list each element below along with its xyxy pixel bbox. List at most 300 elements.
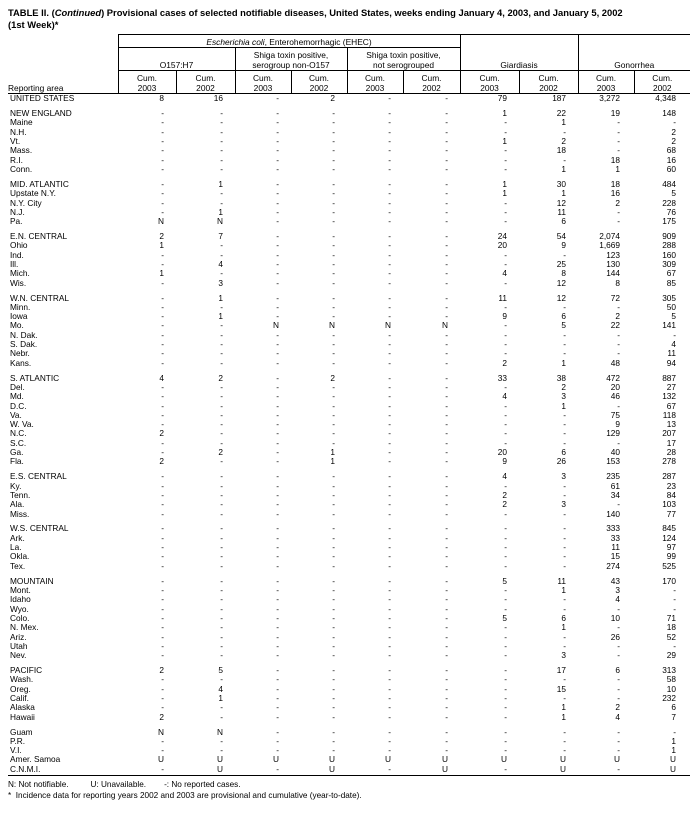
- row-cell: -: [563, 745, 567, 756]
- row-cell: -: [276, 763, 279, 774]
- row-cell: 11: [498, 292, 508, 303]
- row-cell: -: [388, 277, 391, 288]
- row-area-label: MID. ATLANTIC: [10, 178, 69, 189]
- row-cell: -: [332, 726, 335, 737]
- row-cell: -: [332, 329, 335, 340]
- row-cell: -: [332, 268, 335, 279]
- row-cell: 16: [666, 154, 677, 165]
- table-row: [8, 312, 690, 321]
- row-cell: -: [617, 726, 621, 737]
- year-label: 2003: [596, 82, 616, 93]
- row-area-label: La.: [10, 542, 22, 553]
- row-cell: -: [332, 249, 335, 260]
- row-cell: -: [276, 117, 279, 128]
- row-cell: 1: [330, 456, 335, 467]
- row-cell: 97: [666, 542, 677, 553]
- row-cell: -: [276, 206, 279, 217]
- row-cell: U: [385, 754, 391, 765]
- row-cell: -: [276, 456, 279, 467]
- row-cell: -: [563, 348, 567, 359]
- row-cell: -: [388, 711, 391, 722]
- row-cell: 9: [615, 419, 621, 430]
- row-cell: -: [563, 419, 567, 430]
- row-cell: -: [276, 372, 279, 383]
- row-area-label: Okla.: [10, 551, 30, 562]
- row-cell: N: [158, 726, 164, 737]
- row-cell: -: [161, 551, 164, 562]
- row-cell: -: [332, 480, 335, 491]
- year-label: 2002: [652, 82, 672, 93]
- row-cell: -: [563, 508, 567, 519]
- table-row: [8, 279, 690, 288]
- row-cell: -: [161, 603, 164, 614]
- row-area-label: MOUNTAIN: [10, 575, 54, 586]
- row-cell: 5: [671, 311, 677, 322]
- row-cell: -: [504, 735, 508, 746]
- row-cell: -: [161, 622, 164, 633]
- row-cell: 2: [561, 136, 567, 147]
- row-cell: -: [563, 532, 567, 543]
- row-cell: 3,272: [599, 93, 621, 104]
- row-cell: -: [332, 409, 335, 420]
- row-cell: -: [388, 622, 391, 633]
- row-cell: -: [445, 292, 449, 303]
- row-area-label: Conn.: [10, 163, 33, 174]
- row-cell: -: [332, 631, 335, 642]
- row-cell: 15: [610, 551, 621, 562]
- row-cell: -: [220, 640, 223, 651]
- row-cell: -: [276, 640, 279, 651]
- row-cell: -: [332, 745, 335, 756]
- row-cell: -: [673, 329, 677, 340]
- row-cell: -: [220, 339, 223, 350]
- row-cell: -: [161, 640, 164, 651]
- row-cell: -: [388, 551, 391, 562]
- row-cell: 33: [610, 532, 621, 543]
- table-row: [8, 448, 690, 457]
- row-cell: 1: [159, 268, 164, 279]
- row-cell: -: [332, 163, 335, 174]
- table-row: [8, 510, 690, 519]
- row-cell: 4: [502, 268, 508, 279]
- table-row: [8, 491, 690, 500]
- row-cell: -: [276, 329, 279, 340]
- row-cell: 1: [561, 711, 567, 722]
- row-cell: -: [220, 437, 223, 448]
- row-cell: -: [220, 197, 223, 208]
- table-row: [8, 374, 690, 383]
- row-cell: -: [445, 499, 449, 510]
- row-area-label: Miss.: [10, 508, 30, 519]
- table-row: [8, 472, 690, 481]
- row-cell: -: [388, 489, 391, 500]
- row-area-label: N.J.: [10, 206, 25, 217]
- row-cell: -: [161, 108, 164, 119]
- row-cell: -: [617, 763, 621, 774]
- row-cell: 3: [561, 499, 567, 510]
- row-cell: 29: [666, 650, 677, 661]
- row-cell: -: [332, 258, 335, 269]
- row-cell: 38: [556, 372, 567, 383]
- row-cell: -: [220, 711, 223, 722]
- row-cell: -: [161, 145, 164, 156]
- row-cell: U: [670, 763, 677, 774]
- title-line2: (1st Week)*: [8, 18, 59, 30]
- row-cell: -: [445, 301, 449, 312]
- row-cell: -: [276, 216, 279, 227]
- row-cell: -: [563, 692, 567, 703]
- row-cell: -: [332, 240, 335, 251]
- header-group-giardiasis: Giardiasis: [460, 48, 578, 71]
- row-cell: -: [276, 575, 279, 586]
- row-cell: -: [332, 650, 335, 661]
- row-cell: -: [445, 456, 449, 467]
- row-cell: 5: [218, 665, 223, 676]
- row-cell: -: [445, 665, 449, 676]
- row-cell: -: [617, 126, 621, 137]
- row-cell: -: [388, 93, 391, 104]
- row-cell: 4: [615, 711, 621, 722]
- row-cell: -: [563, 631, 567, 642]
- row-cell: 472: [606, 372, 621, 383]
- row-cell: -: [445, 409, 449, 420]
- row-cell: -: [388, 231, 391, 242]
- row-cell: -: [276, 584, 279, 595]
- row-cell: 19: [610, 108, 621, 119]
- row-cell: -: [332, 188, 335, 199]
- row-cell: -: [161, 508, 164, 519]
- header-giardiasis-2003: [460, 71, 519, 94]
- table-row: [8, 429, 690, 438]
- row-cell: 2: [615, 702, 621, 713]
- row-cell: -: [161, 329, 164, 340]
- row-cell: -: [276, 188, 279, 199]
- row-cell: 4,348: [655, 93, 677, 104]
- row-cell: -: [276, 311, 279, 322]
- shiga-not-line2: not serogrouped: [373, 59, 435, 70]
- row-cell: -: [445, 400, 449, 411]
- table-row: [8, 420, 690, 429]
- row-cell: 1: [218, 206, 223, 217]
- row-cell: U: [273, 754, 279, 765]
- row-cell: -: [504, 339, 508, 350]
- row-area-label: S.C.: [10, 437, 27, 448]
- row-area-label: Colo.: [10, 612, 30, 623]
- row-cell: 10: [666, 683, 677, 694]
- row-area-label: N.C.: [10, 428, 27, 439]
- row-cell: -: [445, 178, 449, 189]
- row-cell: -: [445, 311, 449, 322]
- shiga-not-line1: Shiga toxin positive,: [366, 49, 441, 60]
- row-cell: 3: [561, 471, 567, 482]
- row-area-label: S. ATLANTIC: [10, 372, 60, 383]
- row-cell: 2: [218, 447, 223, 458]
- table-row: [8, 118, 690, 127]
- row-cell: -: [332, 301, 335, 312]
- row-cell: U: [560, 754, 567, 765]
- row-cell: -: [445, 240, 449, 251]
- row-cell: -: [388, 163, 391, 174]
- table-row: [8, 562, 690, 571]
- row-cell: -: [220, 348, 223, 359]
- header-shiganon-2003: [235, 71, 291, 94]
- row-cell: -: [504, 197, 508, 208]
- row-cell: -: [276, 400, 279, 411]
- header-group-row: [8, 35, 690, 48]
- row-cell: -: [504, 419, 508, 430]
- row-cell: -: [388, 419, 391, 430]
- cum-label: Cum.: [136, 72, 157, 83]
- row-cell: -: [445, 674, 449, 685]
- row-cell: 288: [662, 240, 677, 251]
- row-cell: 2: [159, 711, 164, 722]
- row-cell: -: [161, 612, 164, 623]
- row-cell: -: [617, 640, 621, 651]
- row-cell: 50: [666, 301, 677, 312]
- row-cell: -: [504, 216, 508, 227]
- row-cell: -: [332, 357, 335, 368]
- row-cell: 305: [662, 292, 677, 303]
- row-cell: -: [563, 409, 567, 420]
- header-group-gonorrhea: Gonorrhea: [578, 48, 690, 71]
- row-cell: -: [504, 551, 508, 562]
- row-area-label: Maine: [10, 117, 33, 128]
- table-row: [8, 439, 690, 448]
- row-cell: U: [560, 763, 567, 774]
- row-cell: 20: [610, 381, 621, 392]
- row-cell: 48: [610, 357, 621, 368]
- row-area-label: Idaho: [10, 594, 31, 605]
- row-cell: -: [332, 560, 335, 571]
- row-cell: -: [276, 745, 279, 756]
- row-cell: 6: [561, 216, 567, 227]
- row-area-label: Ill.: [10, 258, 19, 269]
- row-cell: 72: [610, 292, 621, 303]
- row-cell: U: [614, 754, 621, 765]
- row-cell: 2: [330, 372, 335, 383]
- row-cell: 1: [561, 357, 567, 368]
- row-cell: -: [504, 400, 508, 411]
- table-row: [8, 331, 690, 340]
- row-cell: -: [276, 532, 279, 543]
- row-cell: -: [220, 301, 223, 312]
- row-cell: 4: [671, 339, 677, 350]
- row-cell: -: [276, 702, 279, 713]
- row-cell: -: [220, 542, 223, 553]
- row-cell: -: [504, 409, 508, 420]
- row-cell: -: [445, 692, 449, 703]
- row-cell: -: [617, 499, 621, 510]
- row-area-label: Mich.: [10, 268, 30, 279]
- row-cell: -: [445, 650, 449, 661]
- table-row: [8, 294, 690, 303]
- row-cell: 11: [667, 348, 677, 359]
- row-cell: -: [504, 665, 508, 676]
- row-cell: 207: [662, 428, 677, 439]
- row-cell: -: [563, 560, 567, 571]
- row-cell: -: [161, 136, 164, 147]
- row-cell: 13: [666, 419, 677, 430]
- row-cell: -: [220, 409, 223, 420]
- row-cell: -: [563, 329, 567, 340]
- row-cell: -: [276, 692, 279, 703]
- row-cell: -: [276, 551, 279, 562]
- row-cell: 33: [497, 372, 508, 383]
- row-cell: -: [161, 542, 164, 553]
- row-cell: 2: [159, 665, 164, 676]
- row-cell: -: [276, 292, 279, 303]
- row-cell: -: [220, 560, 223, 571]
- row-area-label: N.Y. City: [10, 197, 42, 208]
- row-cell: -: [445, 735, 449, 746]
- row-cell: -: [220, 612, 223, 623]
- row-cell: 20: [497, 240, 508, 251]
- row-cell: -: [220, 480, 223, 491]
- row-cell: -: [161, 320, 164, 331]
- row-cell: -: [220, 456, 223, 467]
- row-cell: 67: [666, 400, 677, 411]
- year-label: 2003: [480, 82, 499, 93]
- row-cell: -: [617, 216, 621, 227]
- table-row: [8, 543, 690, 552]
- row-cell: -: [220, 575, 223, 586]
- row-cell: -: [388, 339, 391, 350]
- row-cell: -: [220, 551, 223, 562]
- row-cell: -: [388, 391, 391, 402]
- row-cell: -: [388, 456, 391, 467]
- row-cell: -: [563, 154, 567, 165]
- row-cell: -: [445, 136, 449, 147]
- row-cell: -: [220, 126, 223, 137]
- row-cell: -: [161, 692, 164, 703]
- row-cell: -: [617, 145, 621, 156]
- row-cell: -: [220, 622, 223, 633]
- row-area-label: Hawaii: [10, 711, 35, 722]
- row-cell: 8: [615, 277, 621, 288]
- row-cell: -: [276, 735, 279, 746]
- table-row: [8, 340, 690, 349]
- table-row: [8, 180, 690, 189]
- row-cell: -: [445, 745, 449, 756]
- row-area-label: Calif.: [10, 692, 29, 703]
- row-cell: 22: [610, 320, 621, 331]
- row-cell: -: [617, 622, 621, 633]
- row-cell: -: [388, 674, 391, 685]
- row-cell: -: [388, 523, 391, 534]
- row-cell: -: [504, 631, 508, 642]
- row-area-label: N.H.: [10, 126, 27, 137]
- row-cell: -: [276, 674, 279, 685]
- row-cell: -: [276, 268, 279, 279]
- year-label: 2003: [137, 82, 157, 93]
- row-cell: -: [504, 692, 508, 703]
- row-cell: 1: [561, 163, 567, 174]
- table-row: [8, 595, 690, 604]
- row-cell: 5: [502, 612, 508, 623]
- row-cell: -: [161, 480, 164, 491]
- row-cell: 30: [556, 178, 567, 189]
- row-cell: 43: [610, 575, 621, 586]
- row-cell: -: [332, 508, 335, 519]
- row-cell: -: [388, 206, 391, 217]
- row-area-label: Pa.: [10, 216, 23, 227]
- row-cell: -: [220, 329, 223, 340]
- row-cell: -: [388, 292, 391, 303]
- row-cell: -: [388, 612, 391, 623]
- row-cell: -: [504, 745, 508, 756]
- row-cell: -: [388, 400, 391, 411]
- row-cell: 18: [610, 178, 621, 189]
- row-cell: -: [220, 702, 223, 713]
- table-row: [8, 94, 690, 104]
- row-cell: -: [161, 575, 164, 586]
- row-cell: 148: [662, 108, 677, 119]
- row-cell: -: [504, 329, 508, 340]
- row-cell: -: [161, 499, 164, 510]
- row-cell: -: [161, 277, 164, 288]
- row-cell: -: [332, 419, 335, 430]
- row-cell: 287: [662, 471, 677, 482]
- row-cell: -: [161, 357, 164, 368]
- header-sub-o157: O157:H7: [118, 48, 235, 71]
- row-cell: 71: [666, 612, 677, 623]
- row-cell: -: [445, 726, 449, 737]
- notifiable-diseases-table: [8, 34, 690, 775]
- row-cell: -: [504, 650, 508, 661]
- row-area-label: UNITED STATES: [10, 93, 75, 104]
- row-cell: 11: [557, 206, 567, 217]
- row-cell: -: [220, 508, 223, 519]
- row-cell: -: [445, 542, 449, 553]
- row-cell: -: [276, 93, 279, 104]
- row-cell: 1: [218, 178, 223, 189]
- row-cell: 99: [666, 551, 677, 562]
- row-cell: -: [332, 551, 335, 562]
- row-cell: -: [563, 603, 567, 614]
- row-cell: -: [276, 258, 279, 269]
- row-area-label: Nev.: [10, 650, 27, 661]
- row-cell: -: [445, 419, 449, 430]
- cum-label: Cum.: [538, 72, 559, 83]
- row-cell: 8: [159, 93, 164, 104]
- row-cell: -: [388, 216, 391, 227]
- row-cell: -: [617, 339, 621, 350]
- row-cell: 3: [561, 391, 567, 402]
- row-cell: -: [276, 650, 279, 661]
- row-cell: 6: [561, 311, 567, 322]
- row-cell: -: [445, 428, 449, 439]
- row-cell: -: [617, 400, 621, 411]
- row-cell: -: [276, 711, 279, 722]
- cum-label: Cum.: [308, 72, 329, 83]
- row-cell: U: [329, 754, 335, 765]
- row-cell: 1: [561, 117, 567, 128]
- table-row: [8, 165, 690, 174]
- table-row: [8, 642, 690, 651]
- row-cell: 79: [497, 93, 508, 104]
- table-row: [8, 128, 690, 137]
- row-cell: -: [388, 329, 391, 340]
- row-cell: -: [161, 523, 164, 534]
- row-cell: -: [276, 391, 279, 402]
- row-cell: -: [161, 163, 164, 174]
- row-cell: -: [220, 188, 223, 199]
- row-cell: -: [617, 603, 621, 614]
- table-row: [8, 534, 690, 543]
- row-cell: N: [217, 216, 223, 227]
- row-cell: -: [445, 683, 449, 694]
- row-cell: -: [504, 437, 508, 448]
